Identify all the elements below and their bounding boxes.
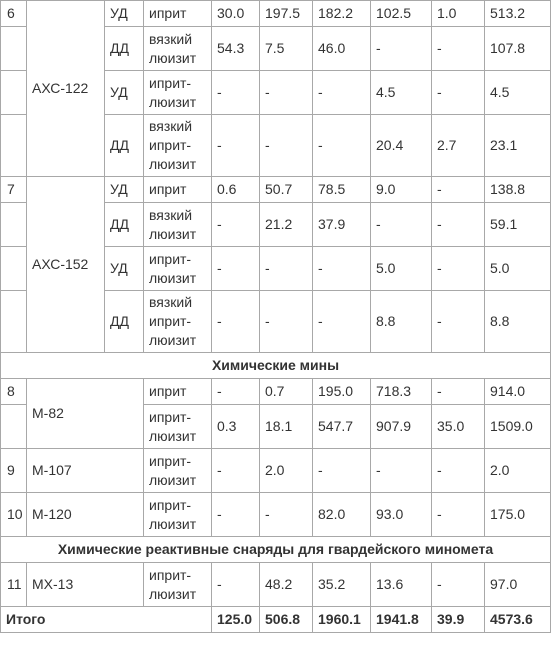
table-row	[1, 563, 551, 607]
value-cell: 46.0	[313, 27, 371, 71]
agent-name: вязкий люизит	[144, 203, 212, 247]
weapon-name: АХС-122	[27, 1, 105, 177]
value-cell: -	[260, 247, 313, 291]
total-cell: 59.1	[485, 203, 551, 247]
value-cell: -	[313, 71, 371, 115]
totals-row	[1, 607, 551, 633]
row-number-empty	[1, 247, 27, 291]
value-cell: 50.7	[260, 177, 313, 203]
section-row	[1, 353, 551, 379]
value-cell: -	[371, 203, 432, 247]
agent-name: вязкий иприт-люизит	[144, 115, 212, 177]
agent-name: иприт-люизит	[144, 405, 212, 449]
value-cell: 48.2	[260, 563, 313, 607]
row-number-empty	[1, 71, 27, 115]
value-cell: -	[313, 291, 371, 353]
value-cell: 0.7	[260, 379, 313, 405]
value-cell: -	[371, 449, 432, 493]
table-row	[1, 449, 551, 493]
total-value: 1941.8	[371, 607, 432, 633]
total-cell: 23.1	[485, 115, 551, 177]
action-type: ДД	[105, 291, 144, 353]
value-cell: -	[212, 291, 260, 353]
value-cell: 54.3	[212, 27, 260, 71]
row-number-empty	[1, 27, 27, 71]
weapon-name: М-107	[27, 449, 144, 493]
total-cell: 4.5	[485, 71, 551, 115]
table-row	[1, 493, 551, 537]
total-value: 1960.1	[313, 607, 371, 633]
value-cell: 182.2	[313, 1, 371, 27]
value-cell: 9.0	[371, 177, 432, 203]
value-cell: 20.4	[371, 115, 432, 177]
agent-name: иприт-люизит	[144, 247, 212, 291]
value-cell: 718.3	[371, 379, 432, 405]
section-header-mines: Химические мины	[1, 353, 551, 379]
value-cell: 93.0	[371, 493, 432, 537]
value-cell: -	[313, 247, 371, 291]
value-cell: 78.5	[313, 177, 371, 203]
agent-name: иприт-люизит	[144, 71, 212, 115]
value-cell: 37.9	[313, 203, 371, 247]
value-cell: 7.5	[260, 27, 313, 71]
value-cell: 5.0	[371, 247, 432, 291]
value-cell: -	[432, 563, 485, 607]
weapon-name: М-120	[27, 493, 144, 537]
value-cell: -	[432, 177, 485, 203]
value-cell: -	[432, 449, 485, 493]
value-cell: 195.0	[313, 379, 371, 405]
value-cell: -	[212, 247, 260, 291]
value-cell: -	[432, 71, 485, 115]
total-cell: 97.0	[485, 563, 551, 607]
value-cell: -	[260, 115, 313, 177]
value-cell: 8.8	[371, 291, 432, 353]
value-cell: -	[260, 71, 313, 115]
action-type: УД	[105, 247, 144, 291]
row-number: 9	[1, 449, 27, 493]
action-type: УД	[105, 177, 144, 203]
action-type: УД	[105, 1, 144, 27]
value-cell: -	[432, 291, 485, 353]
total-cell: 914.0	[485, 379, 551, 405]
value-cell: 13.6	[371, 563, 432, 607]
total-cell: 5.0	[485, 247, 551, 291]
row-number: 11	[1, 563, 27, 607]
value-cell: -	[432, 247, 485, 291]
total-cell: 138.8	[485, 177, 551, 203]
value-cell: 102.5	[371, 1, 432, 27]
value-cell: -	[212, 115, 260, 177]
value-cell: 21.2	[260, 203, 313, 247]
value-cell: 18.1	[260, 405, 313, 449]
value-cell: -	[212, 71, 260, 115]
value-cell: -	[212, 493, 260, 537]
value-cell: -	[432, 27, 485, 71]
value-cell: -	[371, 27, 432, 71]
total-cell: 1509.0	[485, 405, 551, 449]
value-cell: -	[260, 493, 313, 537]
value-cell: 547.7	[313, 405, 371, 449]
row-number: 8	[1, 379, 27, 405]
weapon-name: М-82	[27, 379, 144, 449]
action-type: ДД	[105, 27, 144, 71]
weapon-name: МХ-13	[27, 563, 144, 607]
totals-label: Итого	[1, 607, 212, 633]
total-cell: 175.0	[485, 493, 551, 537]
agent-name: иприт	[144, 1, 212, 27]
row-number-empty	[1, 115, 27, 177]
value-cell: 35.2	[313, 563, 371, 607]
grand-total: 4573.6	[485, 607, 551, 633]
value-cell: 30.0	[212, 1, 260, 27]
agent-name: вязкий люизит	[144, 27, 212, 71]
table-row	[1, 379, 551, 405]
agent-name: иприт	[144, 379, 212, 405]
value-cell: 197.5	[260, 1, 313, 27]
value-cell: 4.5	[371, 71, 432, 115]
value-cell: 0.6	[212, 177, 260, 203]
value-cell: -	[212, 379, 260, 405]
value-cell: 82.0	[313, 493, 371, 537]
row-number: 10	[1, 493, 27, 537]
agent-name: вязкий иприт-люизит	[144, 291, 212, 353]
total-cell: 107.8	[485, 27, 551, 71]
agent-name: иприт-люизит	[144, 563, 212, 607]
value-cell: 2.7	[432, 115, 485, 177]
value-cell: 2.0	[260, 449, 313, 493]
section-row	[1, 537, 551, 563]
value-cell: -	[212, 203, 260, 247]
total-value: 506.8	[260, 607, 313, 633]
value-cell: -	[432, 203, 485, 247]
weapon-name: АХС-152	[27, 177, 105, 353]
total-cell: 513.2	[485, 1, 551, 27]
agent-name: иприт-люизит	[144, 449, 212, 493]
total-cell: 8.8	[485, 291, 551, 353]
value-cell: 0.3	[212, 405, 260, 449]
agent-name: иприт	[144, 177, 212, 203]
row-number-empty	[1, 203, 27, 247]
total-value: 39.9	[432, 607, 485, 633]
value-cell: -	[432, 493, 485, 537]
action-type: ДД	[105, 115, 144, 177]
table-row	[1, 1, 551, 27]
value-cell: 907.9	[371, 405, 432, 449]
total-cell: 2.0	[485, 449, 551, 493]
value-cell: -	[212, 449, 260, 493]
total-value: 125.0	[212, 607, 260, 633]
value-cell: -	[432, 379, 485, 405]
value-cell: -	[260, 291, 313, 353]
value-cell: -	[313, 449, 371, 493]
value-cell: 35.0	[432, 405, 485, 449]
action-type: ДД	[105, 203, 144, 247]
row-number-empty	[1, 405, 27, 449]
agent-name: иприт-люизит	[144, 493, 212, 537]
action-type: УД	[105, 71, 144, 115]
table-row	[1, 177, 551, 203]
value-cell: -	[313, 115, 371, 177]
value-cell: -	[212, 563, 260, 607]
row-number: 7	[1, 177, 27, 203]
value-cell: 1.0	[432, 1, 485, 27]
row-number-empty	[1, 291, 27, 353]
section-header-rockets: Химические реактивные снаряды для гвардейского миномета	[1, 537, 551, 563]
row-number: 6	[1, 1, 27, 27]
